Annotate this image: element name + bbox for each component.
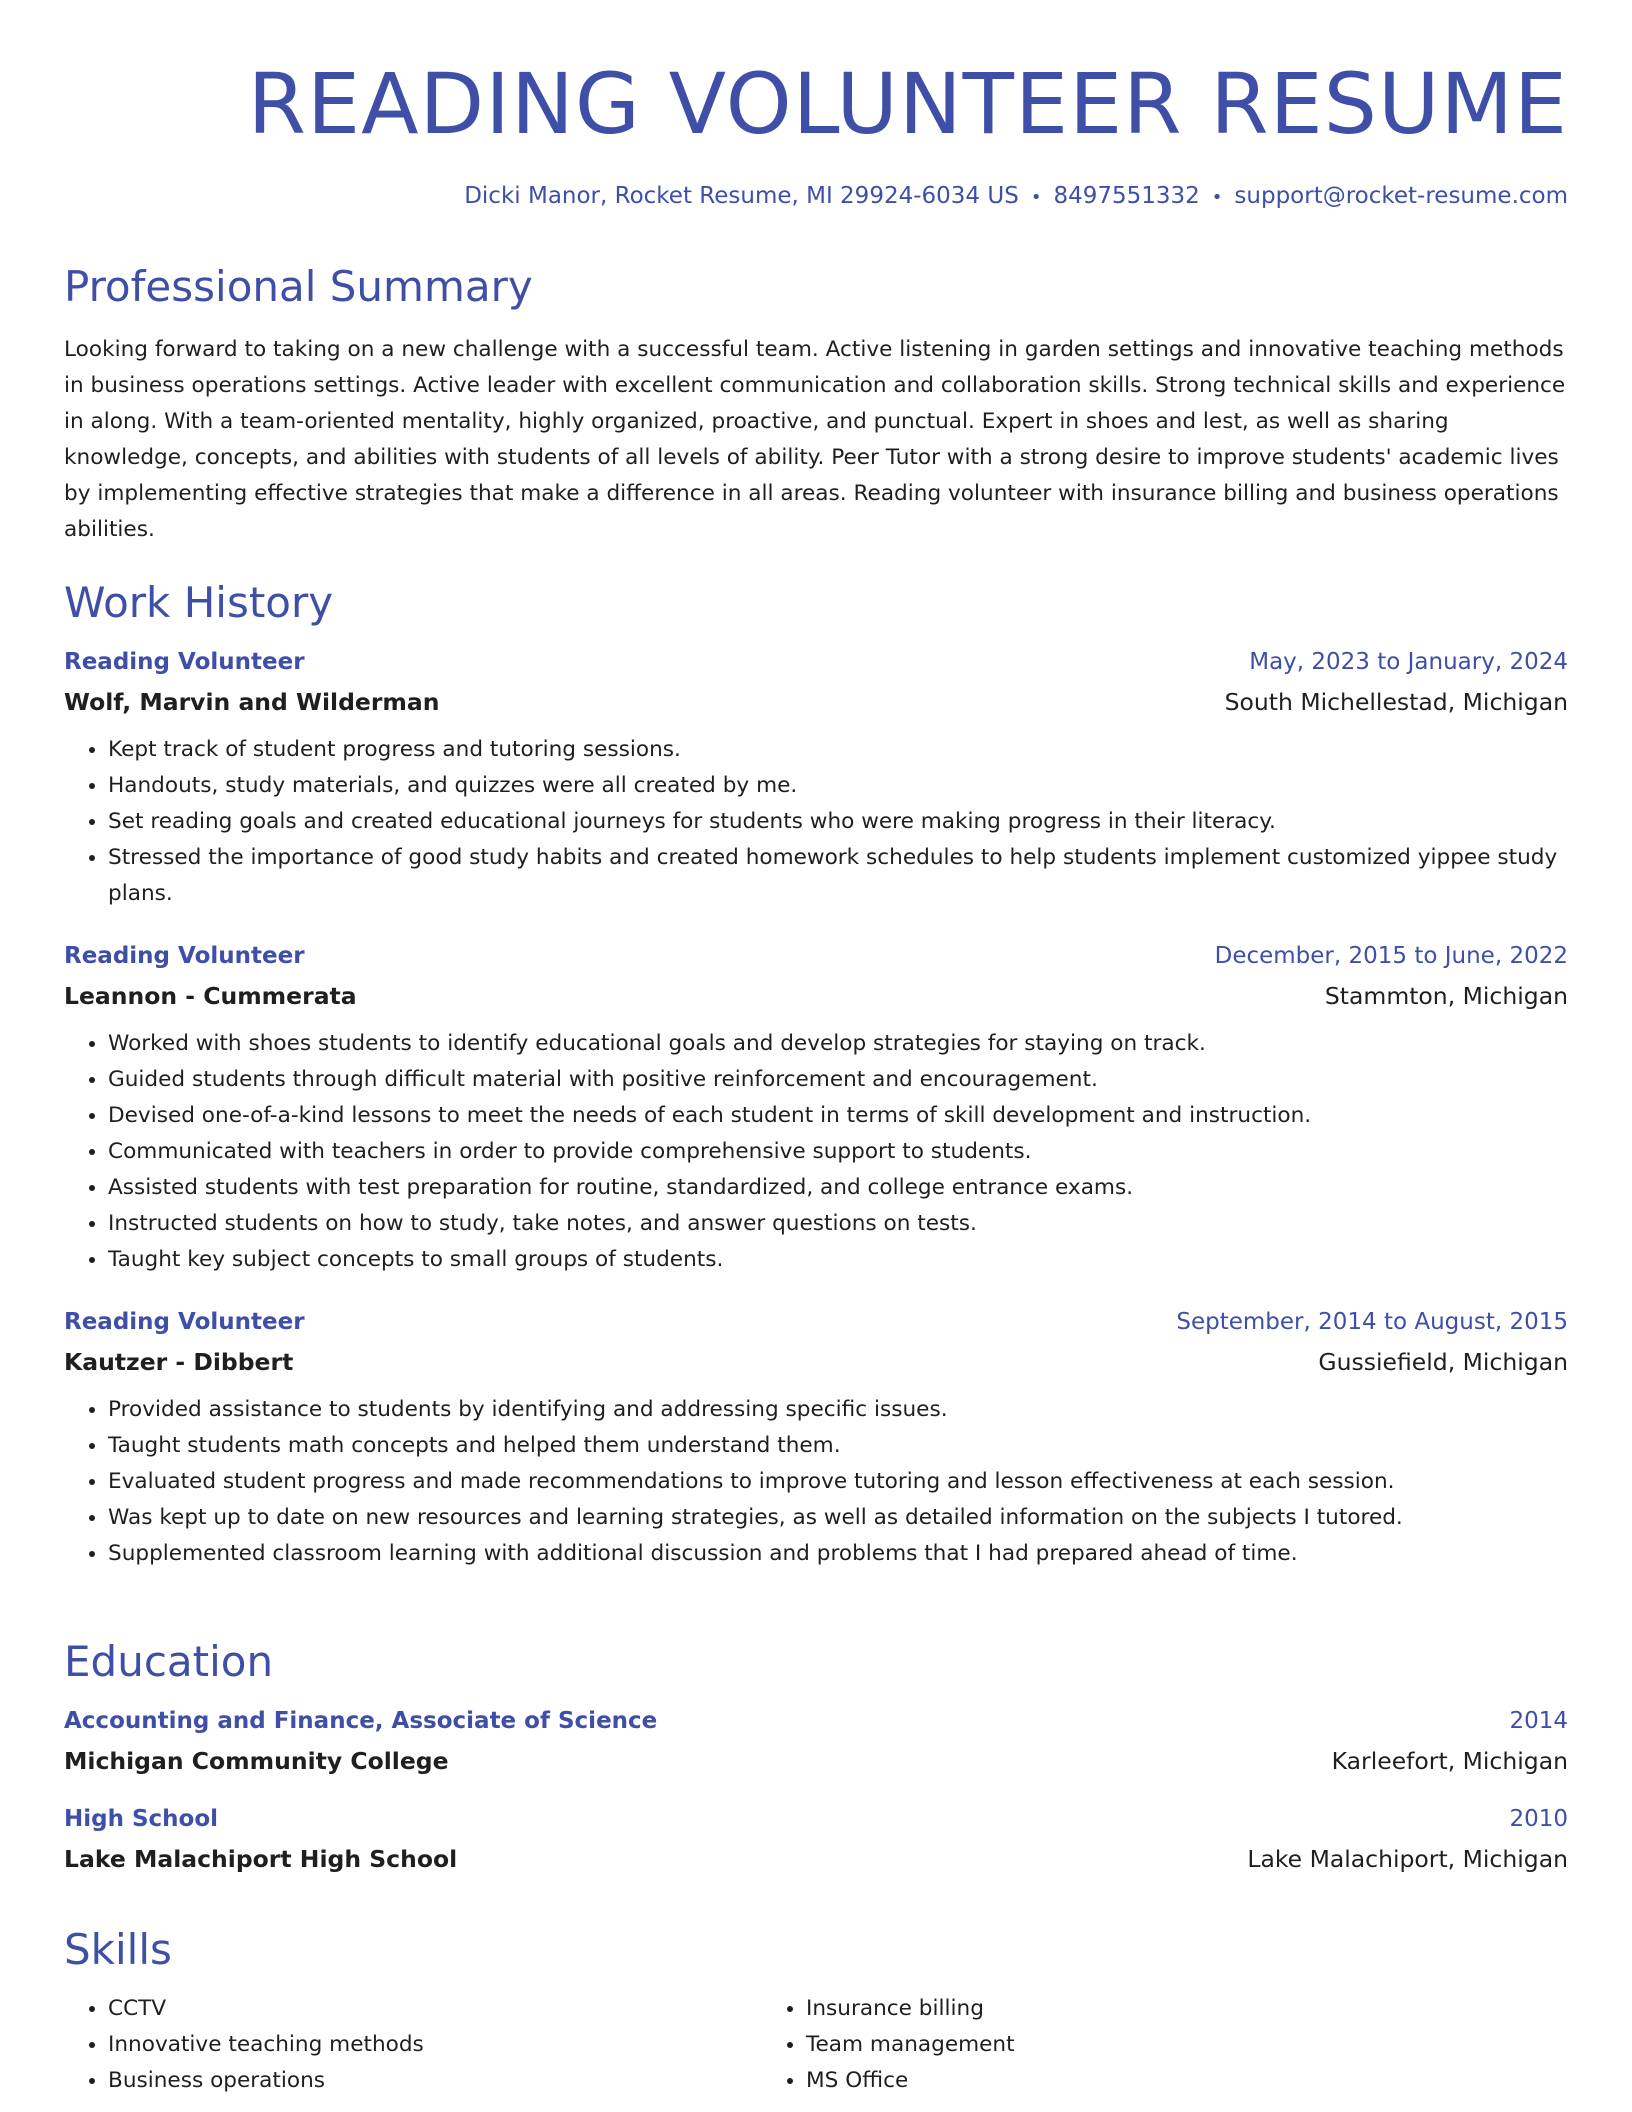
skills-list-right: [762, 1991, 1015, 2099]
degree-name: Accounting and Finance, Associate of Science: [64, 1708, 658, 1734]
skill-item: • Team management: [806, 2027, 1015, 2063]
work-history-heading: Work History: [64, 578, 334, 627]
school-location: Karleefort, Michigan: [1331, 1747, 1568, 1775]
contact-separator: •: [1211, 187, 1223, 208]
skills-heading: Skills: [64, 1925, 172, 1974]
job-dates: September, 2014 to August, 2015: [1176, 1309, 1568, 1335]
graduation-year: 2014: [1509, 1708, 1568, 1734]
degree-name: High School: [64, 1806, 219, 1832]
job-bullet: • Taught key subject concepts to small groups of students.: [108, 1242, 1568, 1278]
job-bullet: • Guided students through difficult material with positive reinforcement and encouragement.: [108, 1062, 1568, 1098]
skill-item: • Insurance billing: [806, 1991, 1015, 2027]
job-entry: [64, 1308, 1568, 1572]
graduation-year: 2010: [1509, 1806, 1568, 1832]
school-location: Lake Malachiport, Michigan: [1247, 1845, 1568, 1873]
job-title: Reading Volunteer: [64, 649, 305, 675]
job-company: Wolf, Marvin and Wilderman: [64, 688, 440, 716]
job-bullets: [64, 1026, 1568, 1278]
job-bullet: • Supplemented classroom learning with additional discussion and problems that I had prepared ahead of time.: [108, 1536, 1568, 1572]
contact-address: Dicki Manor, Rocket Resume, MI 29924-6034 US: [464, 183, 1019, 209]
job-title: Reading Volunteer: [64, 943, 305, 969]
skills-list-left: [64, 1991, 762, 2099]
job-bullet: • Instructed students on how to study, take notes, and answer questions on tests.: [108, 1206, 1568, 1242]
job-location: Stammton, Michigan: [1324, 982, 1568, 1010]
contact-phone: 8497551332: [1053, 183, 1200, 209]
contact-separator: •: [1030, 187, 1042, 208]
skill-item: • Innovative teaching methods: [108, 2027, 762, 2063]
skill-item: • Business operations: [108, 2063, 762, 2099]
job-bullets: [64, 732, 1568, 912]
education-entry: [64, 1805, 1568, 1873]
job-bullet: • Set reading goals and created educational journeys for students who were making progress in their literacy.: [108, 804, 1568, 840]
job-bullet: • Communicated with teachers in order to provide comprehensive support to students.: [108, 1134, 1568, 1170]
job-bullet: • Devised one-of-a-kind lessons to meet the needs of each student in terms of skill development and instruction.: [108, 1098, 1568, 1134]
job-entry: [64, 942, 1568, 1278]
job-company: Leannon - Cummerata: [64, 982, 357, 1010]
job-dates: May, 2023 to January, 2024: [1249, 649, 1568, 675]
job-company: Kautzer - Dibbert: [64, 1348, 294, 1376]
job-bullet: • Worked with shoes students to identify educational goals and develop strategies for staying on track.: [108, 1026, 1568, 1062]
skill-item: • MS Office: [806, 2063, 1015, 2099]
job-bullet: • Stressed the importance of good study habits and created homework schedules to help students implement customized yippee study plans.: [108, 840, 1568, 912]
job-entry: [64, 648, 1568, 912]
education-section: [64, 1637, 1568, 1873]
job-bullets: [64, 1392, 1568, 1572]
skill-item: • CCTV: [108, 1991, 762, 2027]
education-heading: Education: [64, 1637, 274, 1686]
job-bullet: • Evaluated student progress and made recommendations to improve tutoring and lesson effectiveness at each session.: [108, 1464, 1568, 1500]
summary-text: Looking forward to taking on a new challenge with a successful team. Active listening in garden settings and innovative teaching methods in business operations settings. Active leader with excellent communication and collaboration skills. Strong technical skills and experience in along. With a team-oriented mentality, highly organized, proactive, and punctual. Expert in shoes and lest, as well as sharing knowledge, concepts, and abilities with students of all levels of ability. Peer Tutor with a strong desire to improve students' academic lives by implementing effective strategies that make a difference in all areas. Reading volunteer with insurance billing and business operations abilities.: [64, 337, 1566, 542]
summary-heading: Professional Summary: [64, 262, 533, 311]
contact-email: support@rocket-resume.com: [1234, 183, 1568, 209]
job-dates: December, 2015 to June, 2022: [1214, 943, 1568, 969]
job-bullet: • Handouts, study materials, and quizzes were all created by me.: [108, 768, 1568, 804]
job-bullet: • Assisted students with test preparation for routine, standardized, and college entrance exams.: [108, 1170, 1568, 1206]
job-location: Gussiefield, Michigan: [1318, 1348, 1568, 1376]
skills-columns: [64, 1991, 1568, 2099]
summary-section: [64, 262, 1568, 548]
skills-section: [64, 1925, 1568, 2099]
contact-line: [464, 182, 1568, 212]
work-history-section: [64, 578, 1568, 1572]
school-name: Michigan Community College: [64, 1747, 449, 1775]
school-name: Lake Malachiport High School: [64, 1845, 458, 1873]
job-title: Reading Volunteer: [64, 1309, 305, 1335]
job-bullet: • Taught students math concepts and helped them understand them.: [108, 1428, 1568, 1464]
job-bullet: • Provided assistance to students by identifying and addressing specific issues.: [108, 1392, 1568, 1428]
job-bullet: • Kept track of student progress and tutoring sessions.: [108, 732, 1568, 768]
job-bullet: • Was kept up to date on new resources and learning strategies, as well as detailed information on the subjects I tutored.: [108, 1500, 1568, 1536]
resume-title: READING VOLUNTEER RESUME: [247, 55, 1568, 153]
job-location: South Michellestad, Michigan: [1224, 688, 1568, 716]
education-entry: [64, 1707, 1568, 1775]
